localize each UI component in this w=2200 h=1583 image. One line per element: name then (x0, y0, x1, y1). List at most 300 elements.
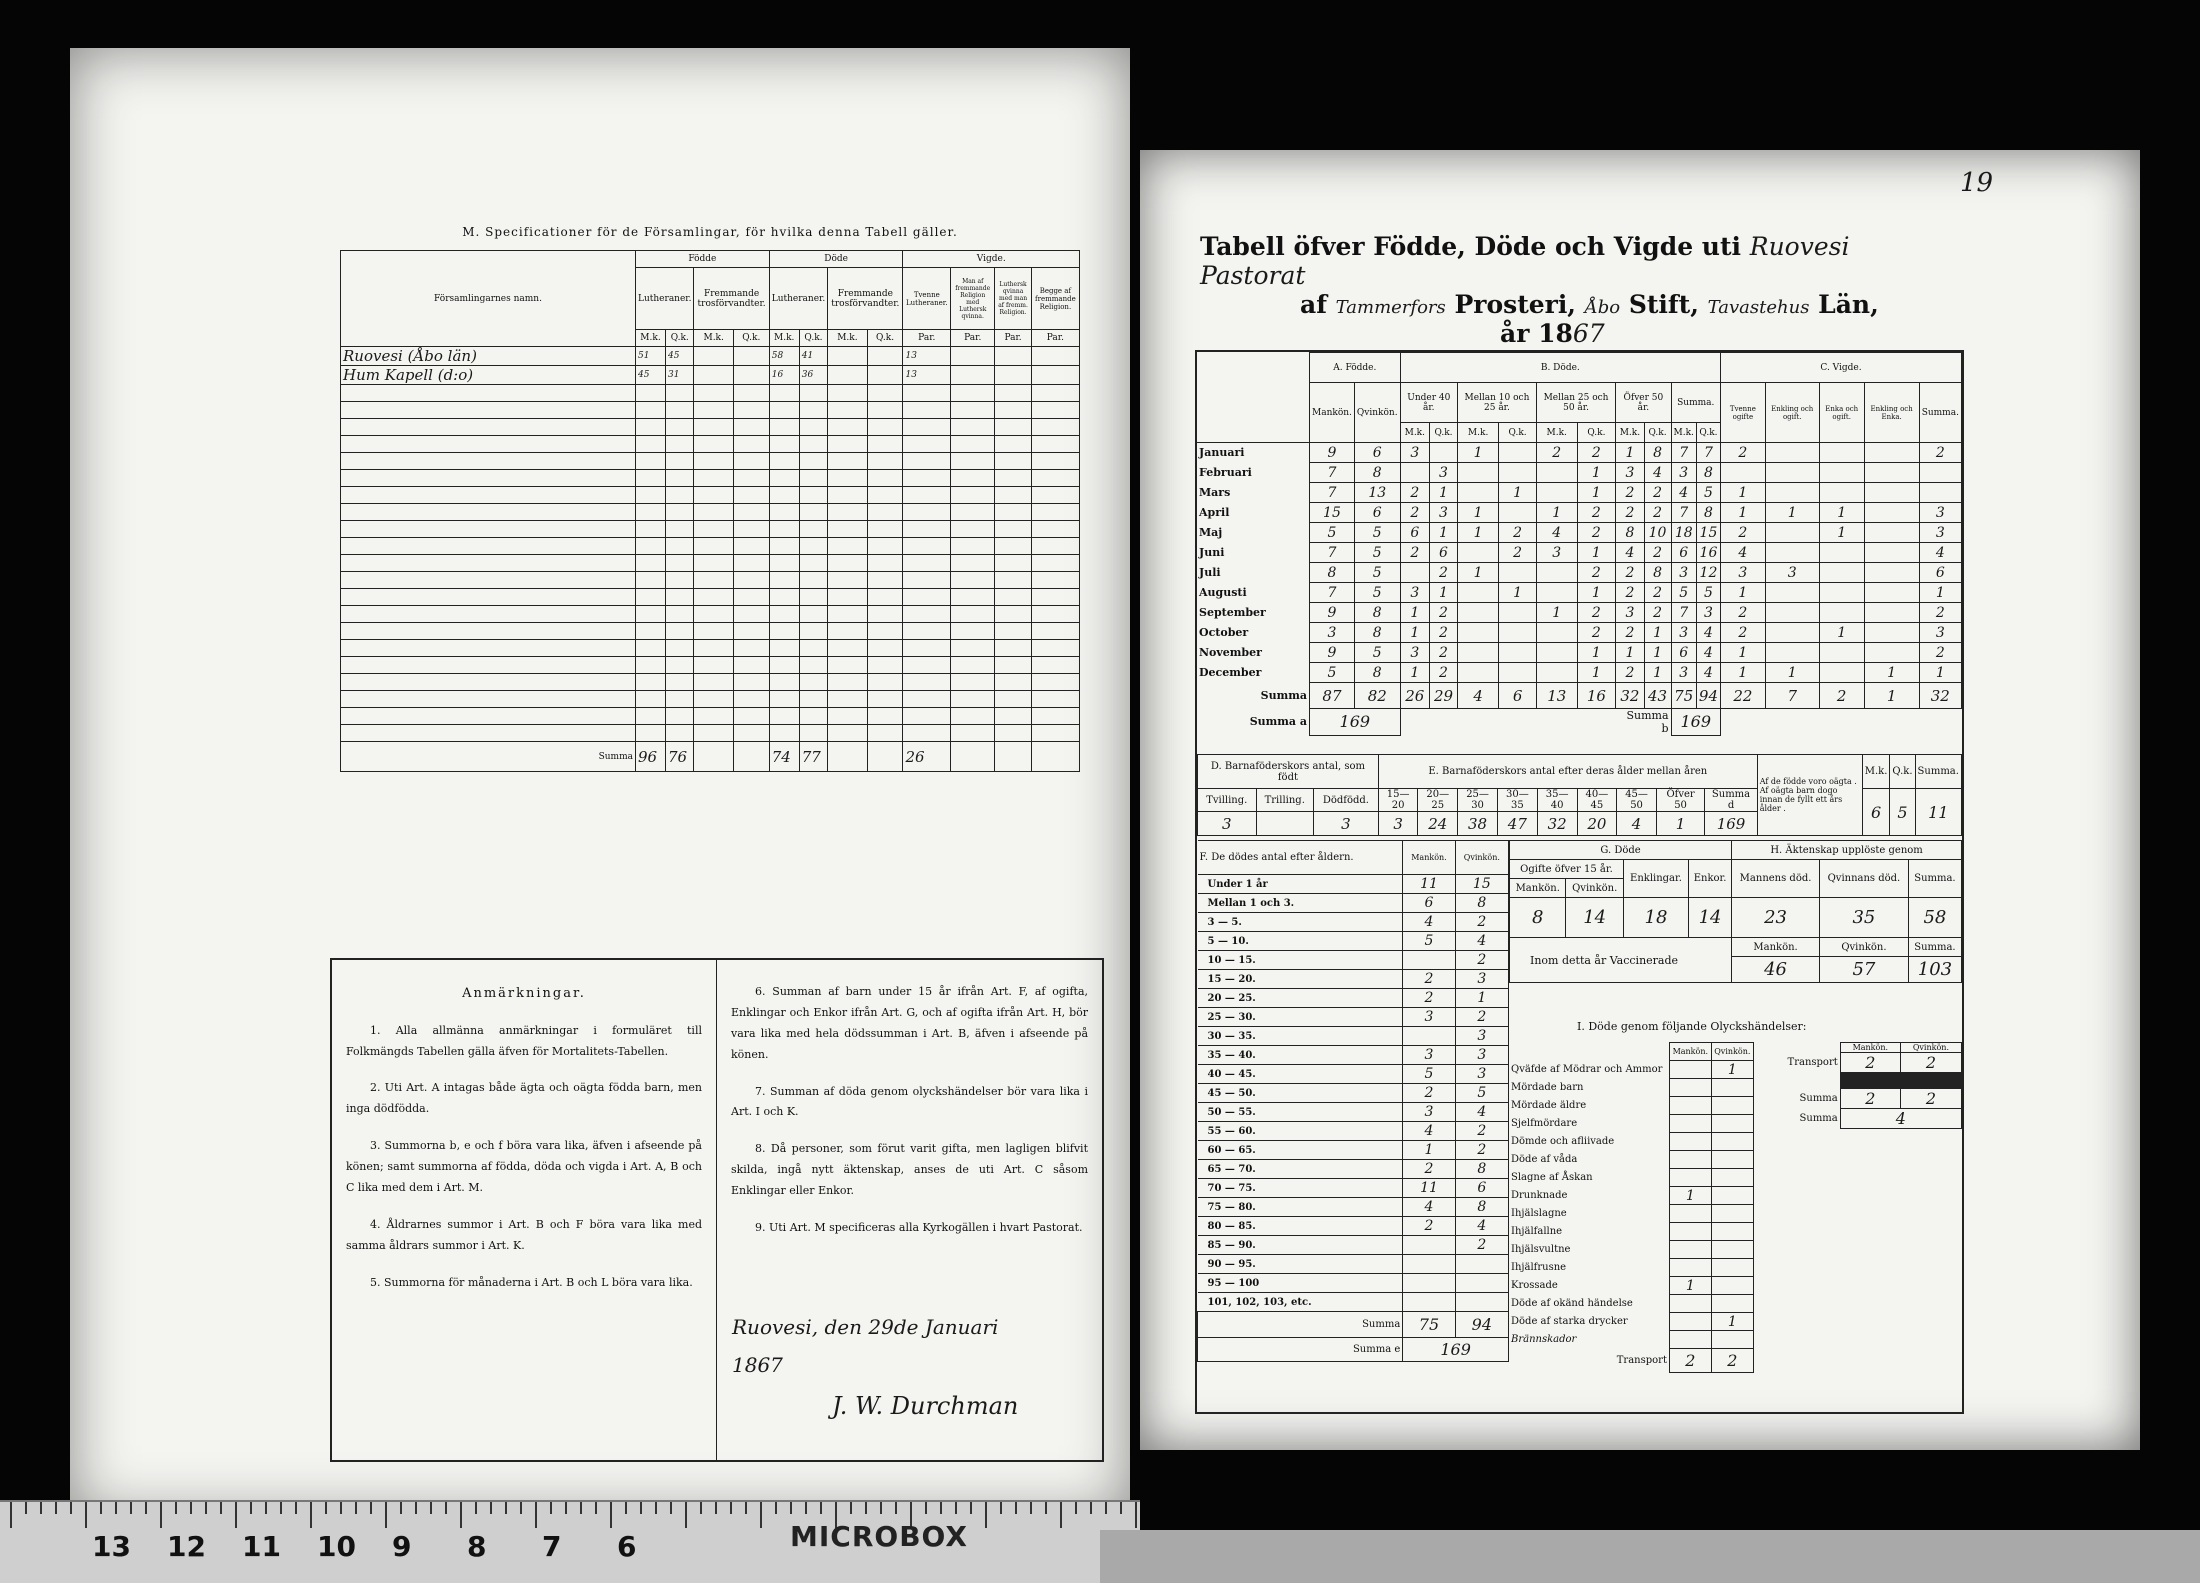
cell (1864, 443, 1919, 463)
c-enka-ogift: Enka och ogift. (1819, 383, 1864, 443)
cell: 2 (1644, 603, 1671, 623)
cell: 13 (1354, 483, 1400, 503)
age-row (1198, 989, 1509, 1008)
cell (1864, 643, 1919, 663)
cell: 2 (1644, 483, 1671, 503)
ruler-tick (130, 1502, 132, 1514)
cell (1536, 583, 1577, 603)
month-row (1197, 623, 1962, 643)
accident-label: Döde af starka drycker (1511, 1316, 1628, 1327)
cell (1536, 663, 1577, 683)
accident-label: Slagne af Åskan (1511, 1172, 1593, 1183)
gh-table (1509, 840, 1962, 983)
age-label: 5 — 10. (1198, 932, 1403, 951)
cell: 51 (636, 347, 666, 366)
accident-row (1509, 1241, 1754, 1259)
accident-label: Ihjälsvultne (1511, 1244, 1571, 1255)
accident-label: Mördade äldre (1511, 1100, 1587, 1111)
qk-head: Q.k. (1577, 423, 1616, 443)
cell: 3 (1671, 663, 1696, 683)
de-table (1197, 754, 1962, 836)
cell (1711, 1223, 1753, 1241)
cell: 1 (1577, 463, 1616, 483)
accident-row (1509, 1259, 1754, 1277)
cell: 4 (1457, 683, 1498, 709)
qk-head: Q.k. (1890, 755, 1915, 789)
ruler-tick (490, 1502, 492, 1514)
note-4: 4. Åldrarnes summor i Art. B och F böra vara lika med samma åldrars summor i Art. K. (346, 1217, 702, 1252)
age-label: 3 — 5. (1198, 913, 1403, 932)
cell (1536, 483, 1577, 503)
cell: 1 (1864, 663, 1919, 683)
title-year: år 18 (1500, 319, 1573, 348)
vacc-summa: Summa. (1908, 938, 1961, 957)
blank-row (341, 538, 1080, 555)
right-form-box (1195, 350, 1964, 1414)
cell: 75 (1403, 1312, 1455, 1338)
table-row (341, 347, 1080, 366)
accident-row (1509, 1313, 1754, 1331)
ruler-number: 8 (467, 1530, 487, 1563)
cell: 46 (1732, 957, 1820, 983)
cell: 94 (1455, 1312, 1508, 1338)
ruler-tick (400, 1502, 402, 1514)
cell: 8 (1455, 1198, 1508, 1217)
cell: 1 (1919, 663, 1961, 683)
col-vigde: Vigde. (903, 251, 1080, 268)
cell: 5 (1696, 483, 1720, 503)
qk-head: Q.k. (733, 330, 769, 347)
cell: 5 (1354, 563, 1400, 583)
cell (1864, 543, 1919, 563)
cell (1403, 1255, 1455, 1274)
ruler-tick (685, 1502, 687, 1528)
ruler-tick (805, 1502, 807, 1514)
cell: 1 (1499, 483, 1537, 503)
cell: 5 (1696, 583, 1720, 603)
cell: 3 (1455, 1027, 1508, 1046)
cell: 5 (1354, 543, 1400, 563)
oagta-qk: 5 (1890, 789, 1915, 836)
cell: 11 (1403, 875, 1455, 894)
month-label: Juni (1199, 546, 1225, 559)
cell: 5 (1671, 583, 1696, 603)
cell: 3 (1765, 563, 1819, 583)
qk-head: Q.k. (799, 330, 827, 347)
cell (1669, 1169, 1711, 1187)
c-tvenne: Tvenne ogifte (1721, 383, 1766, 443)
cell: 2 (1400, 543, 1429, 563)
d-title: D. Barnaföderskors antal, som födt (1198, 755, 1379, 789)
summa-row (1197, 683, 1962, 709)
accident-row (1509, 1187, 1754, 1205)
oagta-1: Af de födde voro oägta . (1759, 777, 1857, 786)
cell: 2 (1430, 603, 1458, 623)
ruler-tick (625, 1502, 627, 1514)
cell: 1 (1616, 443, 1644, 463)
cell (1864, 603, 1919, 623)
cell: 1 (1919, 583, 1961, 603)
ruler-tick (205, 1502, 207, 1514)
accident-label: Mördade barn (1511, 1082, 1584, 1093)
cell (1819, 563, 1864, 583)
g-mankon: Mankön. (1510, 879, 1566, 898)
ruler-tick (190, 1502, 192, 1514)
blank-row (341, 589, 1080, 606)
sub-lutheraner-2: Lutheraner. (769, 268, 827, 330)
cell: 2 (1499, 523, 1537, 543)
month-row (1197, 543, 1962, 563)
ruler-tick (355, 1502, 357, 1514)
cell: 1 (1711, 1061, 1753, 1079)
cell: 1 (1577, 663, 1616, 683)
cell: 14 (1566, 898, 1623, 938)
cell: 2 (1403, 1084, 1455, 1103)
cell: 32 (1919, 683, 1961, 709)
cell: 6 (1671, 643, 1696, 663)
cell: 3 (1403, 1008, 1455, 1027)
cell (1499, 463, 1537, 483)
ruler-tick (850, 1502, 852, 1514)
cell: 6 (1455, 1179, 1508, 1198)
blank-row (341, 487, 1080, 504)
cell: 2 (1669, 1349, 1711, 1373)
cell: 4 (1616, 543, 1644, 563)
cell: 6 (1403, 894, 1455, 913)
ruler-tick (385, 1502, 387, 1528)
title-prosteri: Prosteri, (1454, 290, 1577, 319)
cell: 6 (1400, 523, 1429, 543)
a-mankon: Mankön. (1310, 383, 1355, 443)
accident-row (1509, 1079, 1754, 1097)
title-stift-hw: Åbo (1584, 297, 1621, 318)
cell (1765, 603, 1819, 623)
cell (1669, 1151, 1711, 1169)
note-8: 8. Då personer, som förut varit gifta, men lagligen blifvit skilda, ingå nytt äktenskap, anses de uti Art. C såsom Enklingar eller Enkor. (731, 1142, 1088, 1198)
title-year-hw: 67 (1572, 319, 1605, 348)
accident-row (1509, 1115, 1754, 1133)
cell (1457, 543, 1498, 563)
cell: 4 (1617, 812, 1657, 836)
cell (1711, 1115, 1753, 1133)
ruler-tick (1045, 1502, 1047, 1514)
month-label: December (1199, 666, 1262, 679)
c-summa: Summa. (1919, 383, 1961, 443)
accident-label: Döde af okänd händelse (1511, 1298, 1633, 1309)
cell (1669, 1241, 1711, 1259)
i-summa-label: Summa (1799, 1093, 1838, 1104)
age-row (1198, 1046, 1509, 1065)
cell (1711, 1079, 1753, 1097)
summa-label: Summa (1260, 689, 1307, 702)
cell (1864, 463, 1919, 483)
cell: 16 (1577, 683, 1616, 709)
mk-head: M.k. (769, 330, 799, 347)
ruler-tick (70, 1502, 72, 1514)
cell (1765, 483, 1819, 503)
accident-label: Ihjälfrusne (1511, 1262, 1567, 1273)
cell: 2 (1403, 1217, 1455, 1236)
ruler-number: 7 (542, 1530, 562, 1563)
cell (1499, 563, 1537, 583)
accident-label: Ihjälfallne (1511, 1226, 1563, 1237)
f-qvinkon: Qvinkön. (1455, 841, 1508, 875)
ruler-tick (715, 1502, 717, 1514)
ruler-tick (175, 1502, 177, 1514)
cell: 8 (1310, 563, 1355, 583)
c-enkling-enka: Enkling och Enka. (1864, 383, 1919, 443)
cell: 82 (1354, 683, 1400, 709)
age-row (1198, 1217, 1509, 1236)
cell (1819, 663, 1864, 683)
blank-row (341, 504, 1080, 521)
ruler-tick (505, 1502, 507, 1514)
cell: 5 (1354, 643, 1400, 663)
title-prosteri-hw: Tammerfors (1335, 297, 1446, 318)
blank-row (341, 640, 1080, 657)
cell: 2 (1616, 583, 1644, 603)
accident-row (1509, 1277, 1754, 1295)
cell: 2 (1616, 623, 1644, 643)
abc-table (1197, 352, 1962, 736)
blank-row (341, 623, 1080, 640)
ruler-tick (1105, 1502, 1107, 1514)
cell (1536, 623, 1577, 643)
cell: 1 (1819, 623, 1864, 643)
sub-begge: Begge af fremmande Religion. (1031, 268, 1079, 330)
cell: 4 (1721, 543, 1766, 563)
notes-title: Anmärkningar. (462, 986, 586, 1001)
ruler-tick (445, 1502, 447, 1514)
age-label: 65 — 70. (1198, 1160, 1403, 1179)
cell: 1 (1403, 1141, 1455, 1160)
cell: 20 (1577, 812, 1617, 836)
cell: 2 (1430, 643, 1458, 663)
cell: 1 (1499, 583, 1537, 603)
cell: 38 (1458, 812, 1498, 836)
cell (1536, 643, 1577, 663)
cell (1819, 443, 1864, 463)
g-qvinkon: Qvinkön. (1566, 879, 1623, 898)
i-qvinkon: Qvinkön. (1900, 1043, 1961, 1053)
cell: 2 (1403, 989, 1455, 1008)
cell (1669, 1205, 1711, 1223)
cell: 29 (1430, 683, 1458, 709)
cell: 8 (1455, 1160, 1508, 1179)
cell (1711, 1259, 1753, 1277)
cell: 2 (1840, 1089, 1900, 1109)
vacc-qvinkon: Qvinkön. (1819, 938, 1908, 957)
ruler-number: 6 (617, 1530, 637, 1563)
age-row (1198, 951, 1509, 970)
i-summa2-label: Summa (1799, 1113, 1838, 1124)
cell: 2 (1536, 443, 1577, 463)
cell: 12 (1696, 563, 1720, 583)
cell (1457, 663, 1498, 683)
cell (1864, 483, 1919, 503)
cell: 1 (1577, 583, 1616, 603)
age-label: 75 — 80. (1198, 1198, 1403, 1217)
cell (1711, 1277, 1753, 1295)
cell: 47 (1497, 812, 1537, 836)
cell: 5 (1455, 1084, 1508, 1103)
cell (1864, 583, 1919, 603)
ruler-number: 10 (317, 1530, 356, 1563)
blank-row (341, 691, 1080, 708)
cell: 1 (1457, 523, 1498, 543)
cell (1711, 1187, 1753, 1205)
cell (1711, 1331, 1753, 1349)
ruler-tick (775, 1502, 777, 1514)
cell (1669, 1223, 1711, 1241)
cell: 2 (1577, 503, 1616, 523)
age-row (1198, 1160, 1509, 1179)
cell: 2 (1616, 563, 1644, 583)
cell: 1 (1721, 583, 1766, 603)
summa-head: Summa. (1915, 755, 1962, 789)
cell: 15 (1310, 503, 1355, 523)
age-label: Mellan 1 och 3. (1198, 894, 1403, 913)
i-title: I. Döde genom följande Olyckshändelser: (1577, 1020, 1807, 1033)
note-2: 2. Uti Art. A intagas både ägta och oägta födda barn, men inga dödfödda. (346, 1081, 702, 1116)
blank-row (341, 725, 1080, 742)
ruler-tick (925, 1502, 927, 1514)
cell: 4 (1840, 1109, 1961, 1129)
note-6: 6. Summan af barn under 15 år ifrån Art. F, af ogifta, Enklingar och Enkor ifrån Art. G, och af ogifta ifrån Art. H, bör vara lika med hela dödssumman i Art. B, äfven i afseende på könen. (731, 985, 1088, 1061)
cell: 9 (1310, 603, 1355, 623)
cell (1403, 951, 1455, 970)
age-label: 90 — 95. (1198, 1255, 1403, 1274)
cell: 5 (1403, 932, 1455, 951)
cell: 74 (769, 742, 799, 772)
cell (1499, 443, 1537, 463)
cell: 2 (1455, 1236, 1508, 1255)
age-label: 70 — 75. (1198, 1179, 1403, 1198)
cell (1457, 643, 1498, 663)
cell: 2 (1644, 543, 1671, 563)
cell: 8 (1696, 463, 1720, 483)
cell (1819, 643, 1864, 663)
cell: 3 (1671, 623, 1696, 643)
cell: 2 (1900, 1089, 1961, 1109)
accident-row (1509, 1331, 1754, 1349)
cell: 58 (769, 347, 799, 366)
title-lan: Län, (1818, 290, 1879, 319)
qk-head: Q.k. (867, 330, 903, 347)
ruler-tick (295, 1502, 297, 1514)
ruler-tick (940, 1502, 942, 1514)
title-stift: Stift, (1628, 290, 1699, 319)
cell: 4 (1455, 932, 1508, 951)
cell: 2 (1400, 503, 1429, 523)
mk-head: M.k. (1457, 423, 1498, 443)
month-row (1197, 523, 1962, 543)
cell: 2 (1430, 663, 1458, 683)
h-title: H. Äktenskap upplöste genom (1732, 841, 1962, 860)
cell (1403, 1236, 1455, 1255)
cell: 6 (1354, 443, 1400, 463)
accident-label: Döde af våda (1511, 1154, 1578, 1165)
age-row (1198, 932, 1509, 951)
note-5: 5. Summorna för månaderna i Art. B och L böra vara lika. (370, 1275, 693, 1289)
e-age: 15—20 (1378, 789, 1418, 812)
cell: 1 (1669, 1187, 1711, 1205)
cell: 75 (1671, 683, 1696, 709)
ruler-tick (790, 1502, 792, 1514)
cell: 3 (1671, 463, 1696, 483)
cell (1400, 563, 1429, 583)
cell: 3 (1400, 583, 1429, 603)
cell (1765, 623, 1819, 643)
blank-row (341, 385, 1080, 402)
ruler-number: 9 (392, 1530, 412, 1563)
cell: 1 (1644, 663, 1671, 683)
cell (1819, 543, 1864, 563)
month-row (1197, 603, 1962, 623)
cell (1499, 643, 1537, 663)
age-label: 60 — 65. (1198, 1141, 1403, 1160)
cell: 7 (1696, 443, 1720, 463)
qk-head: Q.k. (1644, 423, 1671, 443)
cell: 2 (1577, 443, 1616, 463)
age-row (1198, 1065, 1509, 1084)
cell (1669, 1133, 1711, 1151)
sub-tvenne: Tvenne Lutheraner. (903, 268, 951, 330)
ruler-tick (340, 1502, 342, 1514)
month-row (1197, 503, 1962, 523)
cell: 2 (1455, 913, 1508, 932)
cell: 1 (1721, 643, 1766, 663)
cell: 169 (1705, 812, 1757, 836)
cell: 2 (1499, 543, 1537, 563)
ruler-tick (145, 1502, 147, 1514)
cell: 23 (1732, 898, 1820, 938)
b-summa: Summa. (1671, 383, 1720, 423)
mk-head: M.k. (1862, 755, 1890, 789)
cell (1819, 603, 1864, 623)
par-head: Par. (903, 330, 951, 347)
cell (1765, 463, 1819, 483)
ruler-tick (310, 1502, 312, 1528)
cell: 32 (1616, 683, 1644, 709)
cell: 4 (1403, 1122, 1455, 1141)
accident-label: Qväfde af Mödrar och Ammor (1511, 1064, 1663, 1075)
cell: 2 (1577, 523, 1616, 543)
cell: 9 (1310, 643, 1355, 663)
cell (1256, 812, 1313, 836)
cell: 1 (1536, 503, 1577, 523)
ruler-tick (1015, 1502, 1017, 1514)
cell: 1 (1721, 483, 1766, 503)
ruler-tick (880, 1502, 882, 1514)
ruler-tick (370, 1502, 372, 1514)
f-summa-e-label: Summa e (1198, 1338, 1403, 1362)
ruler-right (1100, 1530, 2200, 1583)
cell (1536, 563, 1577, 583)
cell (1819, 483, 1864, 503)
title-af: af (1300, 290, 1327, 319)
cell: 2 (1711, 1349, 1753, 1373)
par-head: Par. (995, 330, 1031, 347)
accident-row (1509, 1295, 1754, 1313)
cell: 1 (1577, 483, 1616, 503)
ruler-number: 11 (242, 1530, 281, 1563)
g-title: G. Döde (1510, 841, 1732, 860)
summa-b-label: Summa b (1626, 709, 1669, 735)
accident-label: Krossade (1511, 1280, 1558, 1291)
cell: 11 (1403, 1179, 1455, 1198)
title-line-1: Tabell öfver Födde, Döde och Vigde uti (1200, 232, 1742, 261)
